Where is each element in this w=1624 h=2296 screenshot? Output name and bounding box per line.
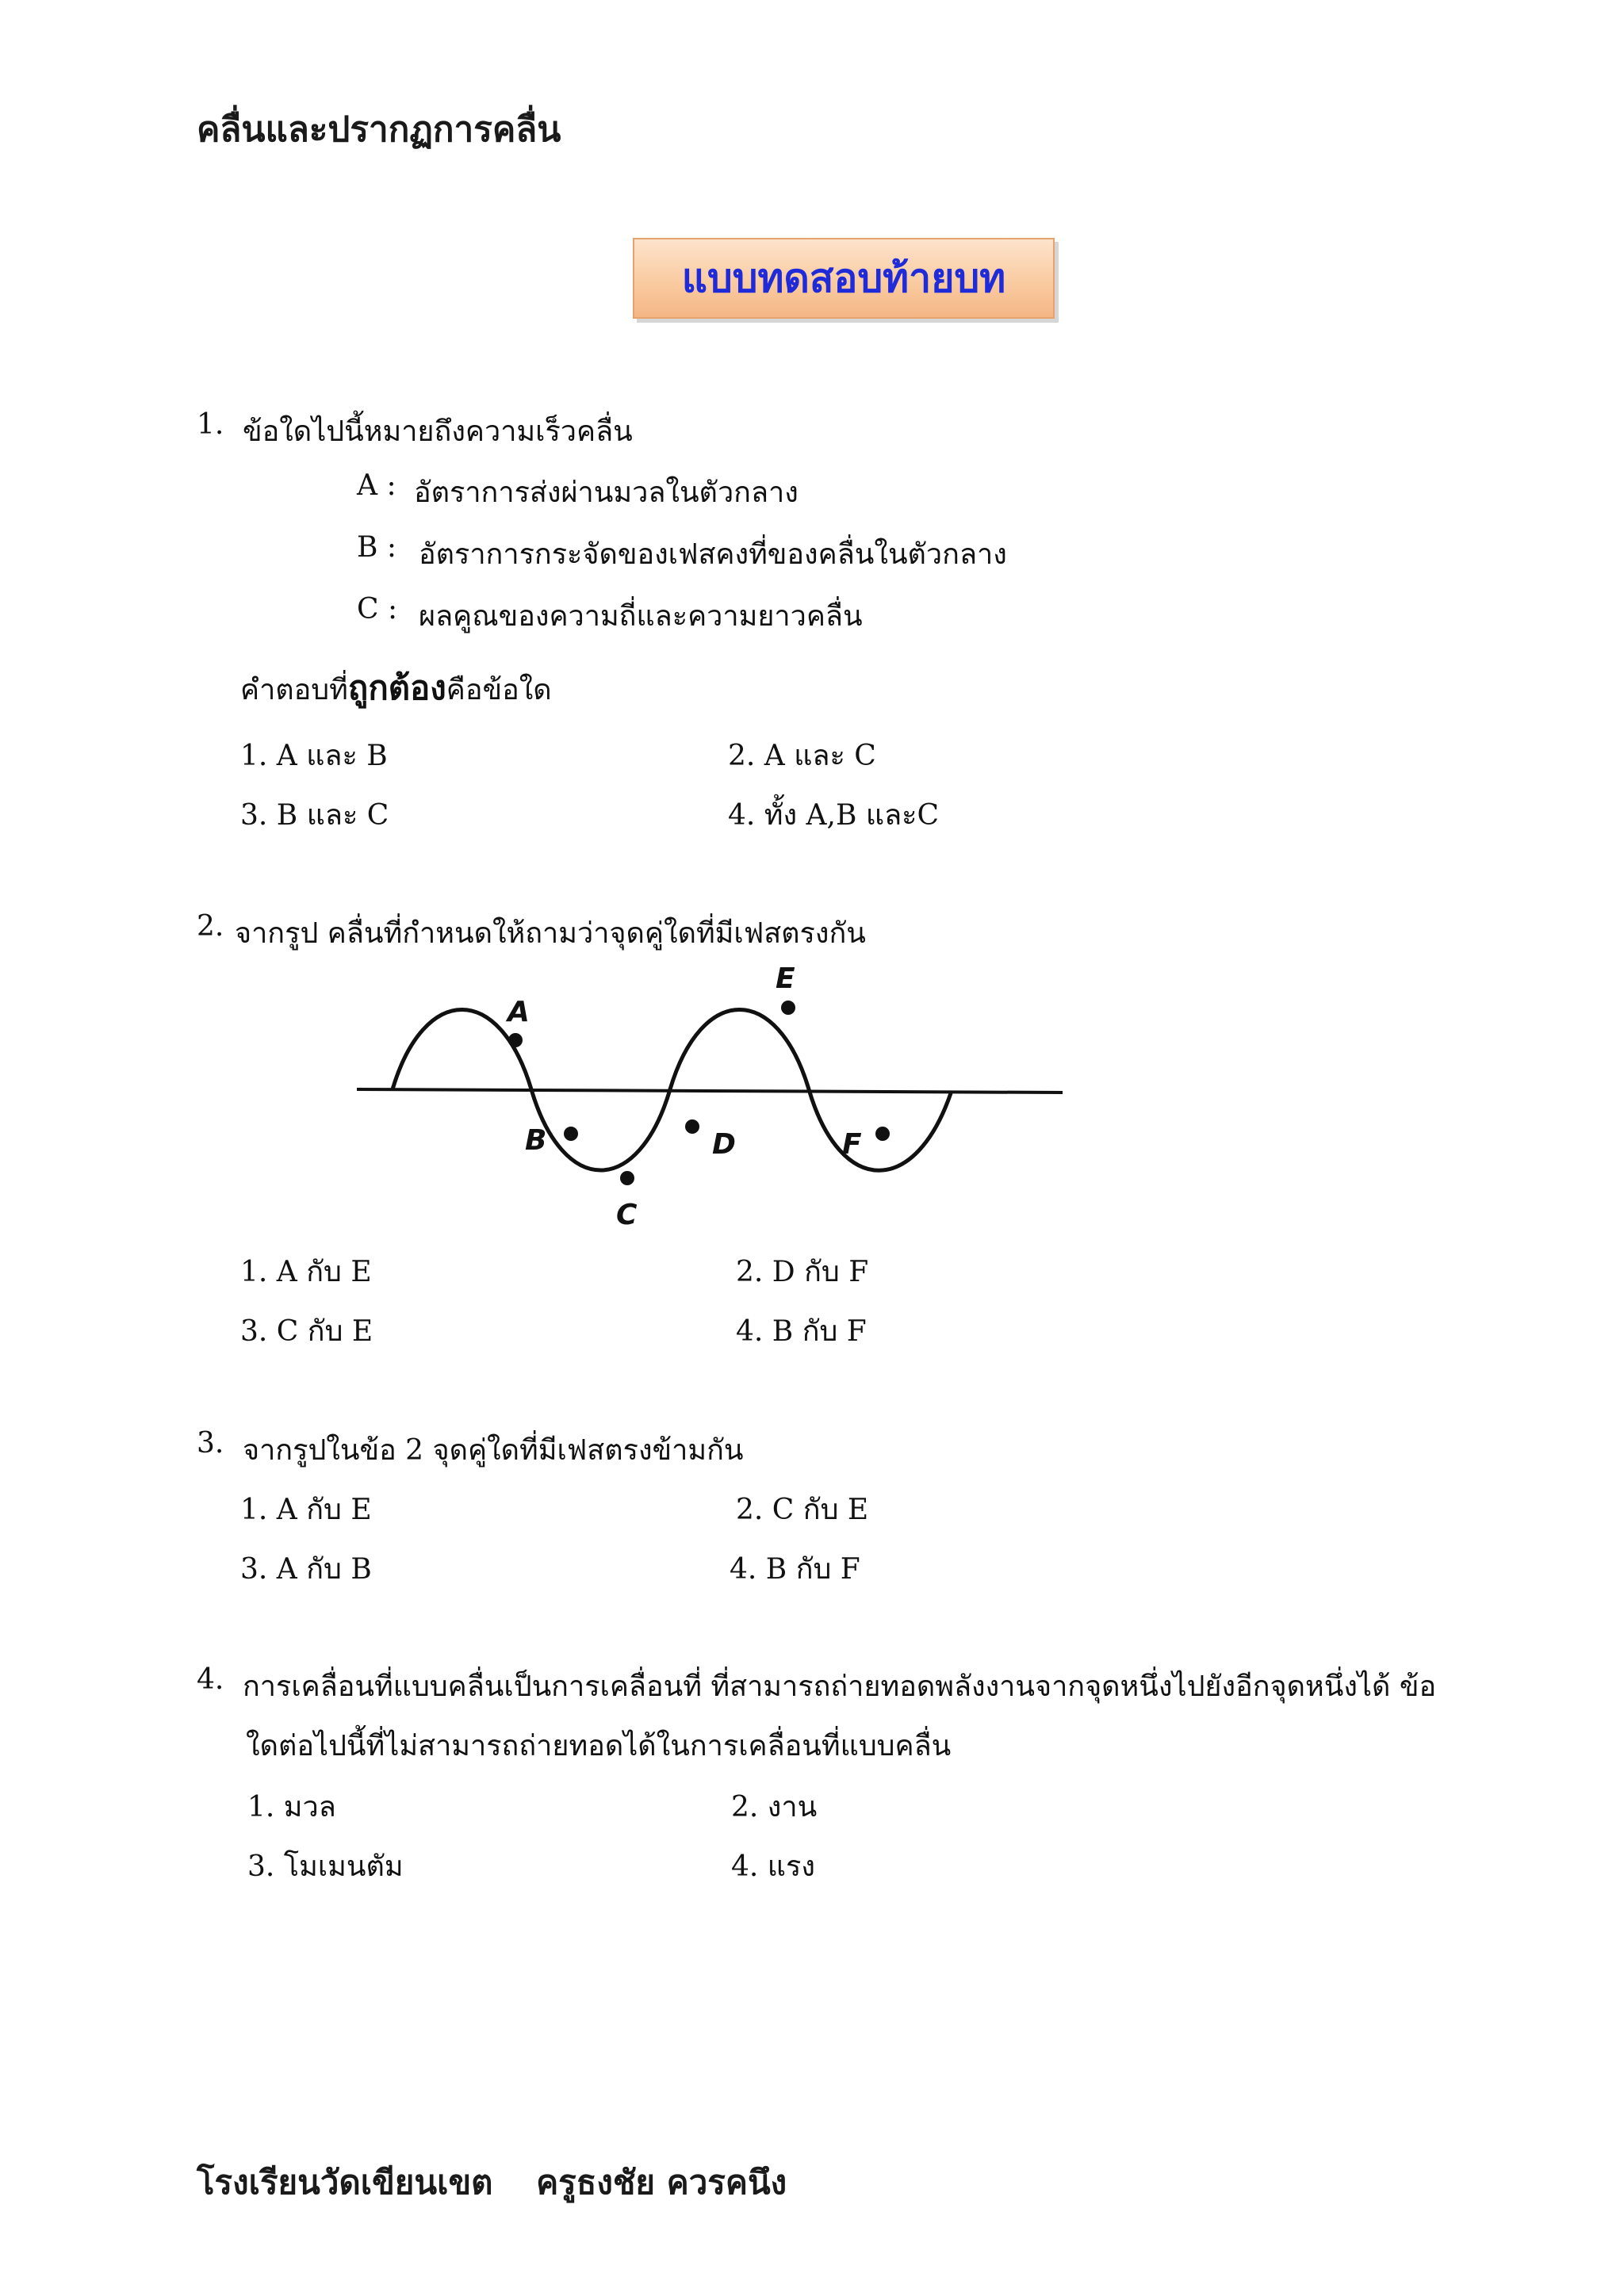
q1-ask-pre: คำตอบที่ xyxy=(240,674,348,706)
point-c-marker xyxy=(620,1171,634,1185)
wave-axis xyxy=(357,1089,1063,1093)
q1-ask-emphasis: ถูกต้อง xyxy=(347,668,446,707)
q1-statement-b: อัตราการกระจัดของเฟสคงที่ของคลื่นในตัวกลาง xyxy=(419,538,1007,571)
q1-ask xyxy=(240,662,552,714)
page-footer xyxy=(197,2156,818,2209)
point-a-label: A xyxy=(508,996,530,1028)
q2-choice-2: 2. D กับ F xyxy=(736,1256,869,1288)
point-f-marker xyxy=(875,1127,890,1141)
test-title: แบบทดสอบท้ายบท xyxy=(633,238,1055,319)
q4-choice-4: 4. แรง xyxy=(731,1850,815,1883)
q2-choice-4: 4. B กับ F xyxy=(736,1315,867,1348)
q2-choice-1: 1. A กับ E xyxy=(240,1256,372,1288)
q1-choice-2: 2. A และ C xyxy=(728,740,876,772)
q3-number: 3. xyxy=(197,1427,224,1460)
q4-choice-3: 3. โมเมนตัม xyxy=(247,1850,404,1883)
point-b-label: B xyxy=(525,1124,547,1157)
wave-figure xyxy=(349,959,1078,1253)
q3-text: จากรูปในข้อ 2 จุดคู่ใดที่มีเฟสตรงข้ามกัน xyxy=(243,1434,744,1467)
q1-statement-c-key: C : xyxy=(357,593,398,626)
point-b-marker xyxy=(564,1127,578,1141)
q3-choice-2: 2. C กับ E xyxy=(736,1494,869,1526)
q1-statement-a: อัตราการส่งผ่านมวลในตัวกลาง xyxy=(414,476,799,509)
q1-ask-post: คือข้อใด xyxy=(446,674,552,706)
q4-text-line-2: ใดต่อไปนี้ที่ไม่สามารถถ่ายทอดได้ในการเคลื่อนที่แบบคลื่น xyxy=(246,1730,952,1762)
footer-school: โรงเรียนวัดเขียนเขต xyxy=(197,2163,493,2202)
q2-number: 2. xyxy=(197,910,224,943)
point-e-marker xyxy=(781,1001,795,1015)
q2-text: จากรูป คลื่นที่กำหนดให้ถามว่าจุดคู่ใดที่มีเฟสตรงกัน xyxy=(235,917,866,950)
q1-choice-4: 4. ทั้ง A,B และC xyxy=(728,799,940,832)
page-header: คลื่นและปรากฏการคลื่น xyxy=(197,109,561,150)
q3-choice-3: 3. A กับ B xyxy=(240,1553,372,1586)
point-d-marker xyxy=(685,1119,699,1134)
point-d-label: D xyxy=(712,1128,736,1161)
q1-choice-1: 1. A และ B xyxy=(240,740,388,772)
point-f-label: F xyxy=(842,1128,862,1161)
q1-statement-c: ผลคูณของความถี่และความยาวคลื่น xyxy=(419,600,863,633)
q3-choice-1: 1. A กับ E xyxy=(240,1494,372,1526)
footer-teacher: ครูธงชัย ควรคนึง xyxy=(536,2163,787,2202)
point-e-label: E xyxy=(776,962,795,995)
q4-choice-1: 1. มวล xyxy=(247,1791,336,1823)
q2-choice-3: 3. C กับ E xyxy=(240,1315,373,1348)
q3-choice-4: 4. B กับ F xyxy=(730,1553,860,1586)
q1-text: ข้อใดไปนี้หมายถึงความเร็วคลื่น xyxy=(243,415,633,448)
q4-text-line-1: การเคลื่อนที่แบบคลื่นเป็นการเคลื่อนที่ ที่สามารถถ่ายทอดพลังงานจากจุดหนึ่งไปยังอีกจุดหนึ่งได้ ข้อ xyxy=(243,1670,1437,1703)
q4-number: 4. xyxy=(197,1663,224,1696)
point-a-marker xyxy=(508,1033,523,1047)
q4-choice-2: 2. งาน xyxy=(731,1791,818,1823)
q1-number: 1. xyxy=(197,408,224,441)
q1-statement-a-key: A : xyxy=(357,469,396,502)
q1-choice-3: 3. B และ C xyxy=(240,799,389,832)
point-c-label: C xyxy=(616,1199,638,1231)
q1-statement-b-key: B : xyxy=(357,531,397,564)
